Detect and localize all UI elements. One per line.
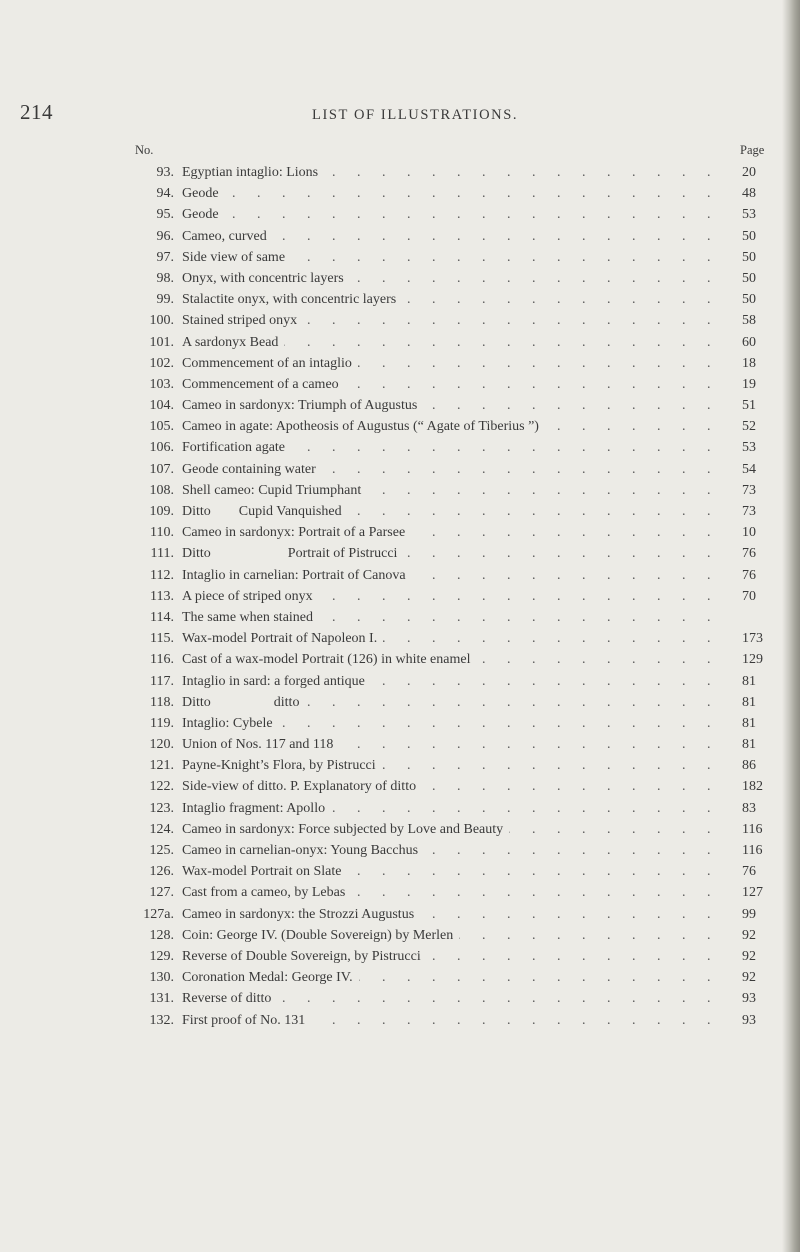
illustration-number: 128. bbox=[149, 927, 174, 943]
page-reference: 58 bbox=[742, 313, 756, 329]
list-item bbox=[0, 713, 800, 734]
page-reference: 76 bbox=[742, 864, 756, 880]
list-item bbox=[0, 649, 800, 670]
illustration-number: 103. bbox=[149, 376, 174, 392]
page-reference: 19 bbox=[742, 376, 756, 392]
page-reference: 53 bbox=[742, 440, 756, 456]
page-reference: 83 bbox=[742, 800, 756, 816]
illustration-title: The same when stained bbox=[182, 607, 319, 628]
list-item bbox=[0, 798, 800, 819]
illustration-title: Cameo in sardonyx: Portrait of a Parsee bbox=[182, 522, 411, 543]
list-item bbox=[0, 565, 800, 586]
list-item bbox=[0, 480, 800, 501]
illustration-title: Fortification agate bbox=[182, 437, 291, 458]
list-item bbox=[0, 861, 800, 882]
list-item bbox=[0, 162, 800, 183]
list-item bbox=[0, 607, 800, 628]
list-item bbox=[0, 755, 800, 776]
illustration-title: Onyx, with concentric layers bbox=[182, 268, 350, 289]
page-reference: 81 bbox=[742, 737, 756, 753]
page-reference: 51 bbox=[742, 398, 756, 414]
list-item bbox=[0, 925, 800, 946]
list-item bbox=[0, 226, 800, 247]
illustration-number: 120. bbox=[149, 737, 174, 753]
illustration-number: 107. bbox=[149, 461, 174, 477]
illustration-title: Cast of a wax-model Portrait (126) in white enamel bbox=[182, 649, 476, 670]
page-reference: 116 bbox=[742, 843, 763, 858]
list-item bbox=[0, 840, 800, 861]
illustration-number: 108. bbox=[149, 482, 174, 498]
page-reference: 129 bbox=[742, 652, 763, 668]
illustration-title: Stalactite onyx, with concentric layers bbox=[182, 289, 402, 310]
illustration-title: Side-view of ditto. P. Explanatory of ditto bbox=[182, 776, 422, 797]
illustration-title: Wax-model Portrait of Napoleon I. bbox=[182, 628, 383, 649]
page-reference: 92 bbox=[742, 927, 756, 943]
illustration-number: 99. bbox=[156, 292, 174, 308]
illustration-number: 102. bbox=[149, 355, 174, 371]
illustration-title: Ditto Portrait of Pistrucci bbox=[182, 543, 403, 564]
page-reference: 93 bbox=[742, 991, 756, 1007]
list-item bbox=[0, 586, 800, 607]
illustration-number: 96. bbox=[156, 228, 174, 244]
list-item bbox=[0, 183, 800, 204]
page-number: 214 bbox=[20, 100, 53, 124]
illustration-title: Cameo, curved bbox=[182, 226, 273, 247]
illustration-number: 124. bbox=[149, 821, 174, 837]
illustration-title: First proof of No. 131 bbox=[182, 1010, 311, 1031]
illustration-title: Union of Nos. 117 and 118 bbox=[182, 734, 339, 755]
illustration-number: 121. bbox=[149, 758, 174, 774]
illustration-title: Reverse of ditto bbox=[182, 988, 277, 1009]
list-item bbox=[0, 819, 800, 840]
page-reference: 50 bbox=[742, 270, 756, 286]
illustration-number: 123. bbox=[149, 800, 174, 816]
illustration-number: 104. bbox=[149, 398, 174, 414]
page-reference: 182 bbox=[742, 779, 763, 795]
page-reference: 76 bbox=[742, 546, 756, 562]
page-reference: 48 bbox=[742, 186, 756, 202]
list-item bbox=[0, 247, 800, 268]
page-reference: 99 bbox=[742, 906, 756, 922]
illustration-number: 95. bbox=[156, 207, 174, 223]
illustration-number: 109. bbox=[149, 504, 174, 519]
page-reference: 73 bbox=[742, 482, 756, 498]
page-reference: 10 bbox=[742, 525, 756, 541]
page-reference: 52 bbox=[742, 419, 756, 435]
illustration-title: Cast from a cameo, by Lebas bbox=[182, 882, 351, 903]
page-reference: 54 bbox=[742, 461, 756, 477]
illustration-number: 115. bbox=[150, 631, 174, 647]
list-item bbox=[0, 437, 800, 458]
illustration-number: 130. bbox=[149, 970, 174, 986]
illustration-title: Intaglio fragment: Apollo bbox=[182, 798, 331, 819]
illustration-number: 112. bbox=[150, 567, 174, 583]
illustration-title: Intaglio: Cybele bbox=[182, 713, 279, 734]
list-item bbox=[0, 459, 800, 480]
list-item bbox=[0, 967, 800, 988]
illustration-number: 116. bbox=[150, 652, 174, 668]
illustration-title: Reverse of Double Sovereign, by Pistrucci bbox=[182, 946, 427, 967]
page-reference: 92 bbox=[742, 948, 756, 964]
illustration-title: Commencement of an intaglio bbox=[182, 353, 358, 374]
illustration-number: 127a. bbox=[143, 906, 174, 922]
illustration-number: 94. bbox=[156, 186, 174, 202]
illustration-number: 98. bbox=[156, 270, 174, 286]
illustration-title: Geode containing water bbox=[182, 459, 322, 480]
illustration-number: 106. bbox=[149, 440, 174, 456]
page-reference: 50 bbox=[742, 228, 756, 244]
illustration-title: Coin: George IV. (Double Sovereign) by Merlen bbox=[182, 925, 459, 946]
illustration-number: 117. bbox=[150, 673, 174, 689]
illustration-title: A sardonyx Bead bbox=[182, 332, 284, 353]
list-item bbox=[0, 776, 800, 797]
illustration-title: Shell cameo: Cupid Triumphant bbox=[182, 480, 367, 501]
list-item bbox=[0, 882, 800, 903]
leader-dots bbox=[182, 183, 730, 204]
list-item bbox=[0, 501, 800, 522]
page-reference: 60 bbox=[742, 334, 756, 350]
list-item bbox=[0, 692, 800, 713]
illustration-number: 126. bbox=[149, 864, 174, 880]
page-reference: 116 bbox=[742, 821, 763, 837]
column-header-no: No. bbox=[135, 143, 154, 157]
illustration-title: Cameo in sardonyx: Triumph of Augustus bbox=[182, 395, 423, 416]
page-reference: 50 bbox=[742, 249, 756, 265]
illustration-title: Geode bbox=[182, 204, 225, 225]
page-reference: 81 bbox=[742, 694, 756, 710]
illustration-number: 122. bbox=[149, 779, 174, 795]
list-item bbox=[0, 395, 800, 416]
illustration-title: Commencement of a cameo bbox=[182, 374, 345, 395]
illustration-title: Cameo in sardonyx: Force subjected by Love and Beauty bbox=[182, 819, 509, 840]
list-item bbox=[0, 522, 800, 543]
illustration-number: 101. bbox=[149, 334, 174, 350]
page-reference: 53 bbox=[742, 207, 756, 223]
illustration-title: Cameo in sardonyx: the Strozzi Augustus bbox=[182, 904, 420, 925]
illustration-number: 125. bbox=[149, 843, 174, 858]
list-item bbox=[0, 904, 800, 925]
illustration-title: Intaglio in carnelian: Portrait of Canova bbox=[182, 565, 412, 586]
illustration-number: 97. bbox=[156, 249, 174, 265]
illustration-title: Wax-model Portrait on Slate bbox=[182, 861, 347, 882]
page-reference: 50 bbox=[742, 292, 756, 308]
illustration-number: 110. bbox=[150, 525, 174, 541]
illustration-list bbox=[0, 162, 800, 1031]
list-item bbox=[0, 353, 800, 374]
list-item bbox=[0, 374, 800, 395]
illustration-title: Payne-Knight’s Flora, by Pistrucci bbox=[182, 755, 382, 776]
page-reference: 81 bbox=[742, 715, 756, 731]
list-item bbox=[0, 734, 800, 755]
list-item bbox=[0, 204, 800, 225]
list-item bbox=[0, 671, 800, 692]
page-reference: 92 bbox=[742, 970, 756, 986]
page-reference: 73 bbox=[742, 504, 756, 519]
page-reference: 20 bbox=[742, 165, 756, 180]
list-item bbox=[0, 289, 800, 310]
page-reference: 18 bbox=[742, 355, 756, 371]
list-item bbox=[0, 332, 800, 353]
illustration-number: 129. bbox=[149, 948, 174, 964]
illustration-title: Intaglio in sard: a forged antique bbox=[182, 671, 371, 692]
list-item bbox=[0, 543, 800, 564]
illustration-number: 114. bbox=[150, 609, 174, 625]
illustration-title: Stained striped onyx bbox=[182, 310, 303, 331]
column-header-page: Page bbox=[740, 143, 765, 157]
illustration-number: 118. bbox=[150, 694, 174, 710]
illustration-number: 127. bbox=[149, 885, 174, 901]
list-item bbox=[0, 310, 800, 331]
page-reference: 81 bbox=[742, 673, 756, 689]
illustration-number: 119. bbox=[150, 715, 174, 731]
illustration-title: Side view of same bbox=[182, 247, 291, 268]
page-reference: 173 bbox=[742, 631, 763, 647]
list-item bbox=[0, 946, 800, 967]
leader-dots bbox=[182, 204, 730, 225]
page-reference: 86 bbox=[742, 758, 756, 774]
running-head: LIST OF ILLUSTRATIONS. bbox=[312, 107, 519, 123]
illustration-number: 111. bbox=[150, 546, 174, 562]
illustration-number: 132. bbox=[149, 1012, 174, 1028]
illustration-number: 113. bbox=[150, 588, 174, 604]
illustration-number: 105. bbox=[149, 419, 174, 435]
illustration-title: Geode bbox=[182, 183, 225, 204]
page-reference: 76 bbox=[742, 567, 756, 583]
list-item bbox=[0, 416, 800, 437]
illustration-number: 93. bbox=[156, 165, 174, 180]
page-reference: 93 bbox=[742, 1012, 756, 1028]
list-item bbox=[0, 1010, 800, 1031]
list-item bbox=[0, 268, 800, 289]
illustration-number: 100. bbox=[149, 313, 174, 329]
list-item bbox=[0, 988, 800, 1009]
list-item bbox=[0, 628, 800, 649]
illustration-title: Cameo in carnelian-onyx: Young Bacchus bbox=[182, 840, 424, 861]
illustration-title: Ditto ditto bbox=[182, 692, 305, 713]
illustration-title: Ditto Cupid Vanquished bbox=[182, 501, 348, 522]
page-reference: 70 bbox=[742, 588, 756, 604]
illustration-title: Egyptian intaglio: Lions bbox=[182, 162, 324, 183]
illustration-title: Cameo in agate: Apotheosis of Augustus (“ Agate of Tiberius ”) bbox=[182, 416, 545, 437]
page-reference: 127 bbox=[742, 885, 763, 901]
illustration-title: Coronation Medal: George IV. bbox=[182, 967, 359, 988]
illustration-number: 131. bbox=[149, 991, 174, 1007]
illustration-title: A piece of striped onyx bbox=[182, 586, 319, 607]
